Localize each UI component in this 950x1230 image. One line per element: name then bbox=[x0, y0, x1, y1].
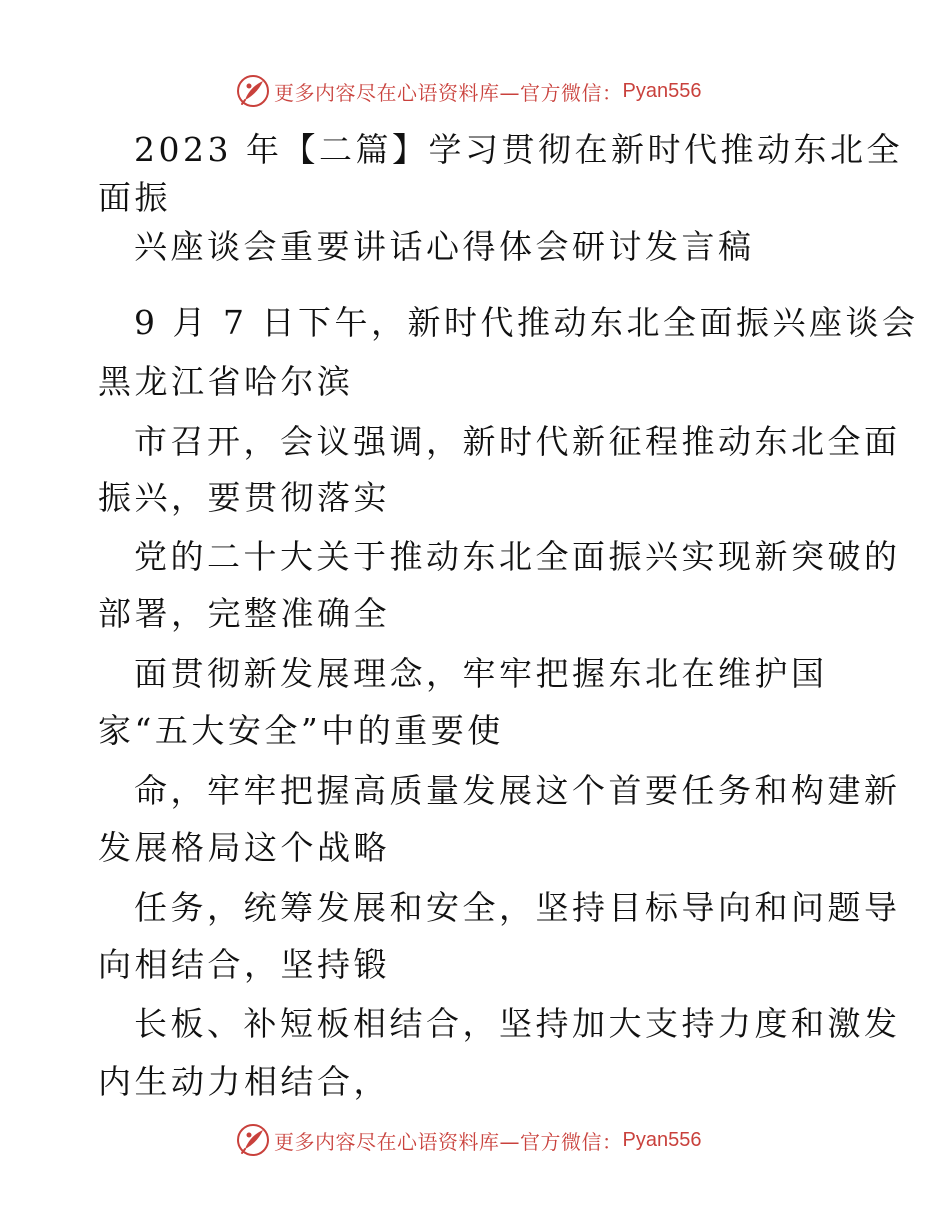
text-line: 党的二十大关于推动东北全面振兴实现新突破的 bbox=[134, 537, 901, 576]
watermark-text: 更多内容尽在心语资料库—官方微信： bbox=[274, 80, 623, 105]
text-line: 9 月 7 日下午，新时代推动东北全面振兴座谈会 bbox=[134, 303, 919, 342]
text-line: 面贯彻新发展理念，牢牢把握东北在维护国 bbox=[134, 654, 828, 693]
feather-pen-icon bbox=[236, 1123, 270, 1157]
watermark-wechat-id: Pyan556 bbox=[622, 79, 702, 102]
text-line: 部署，完整准确全 bbox=[98, 594, 390, 633]
text-line: 兴座谈会重要讲话心得体会研讨发言稿 bbox=[134, 227, 755, 266]
text-line: 市召开，会议强调，新时代新征程推动东北全面 bbox=[134, 422, 901, 461]
feather-pen-icon bbox=[236, 74, 270, 108]
text-line: 2023 年【二篇】学习贯彻在新时代推动东北全 bbox=[134, 130, 903, 169]
text-line: 振兴，要贯彻落实 bbox=[98, 478, 390, 517]
watermark-text: 更多内容尽在心语资料库—官方微信： bbox=[274, 1129, 623, 1154]
text-line: 向相结合，坚持锻 bbox=[98, 945, 390, 984]
watermark-wechat-id: Pyan556 bbox=[622, 1128, 702, 1151]
text-line: 发展格局这个战略 bbox=[98, 828, 390, 867]
footer-watermark bbox=[236, 1123, 701, 1157]
text-line: 面振 bbox=[98, 178, 171, 217]
text-line: 黑龙江省哈尔滨 bbox=[98, 362, 354, 401]
text-line: 任务，统筹发展和安全，坚持目标导向和问题导 bbox=[134, 888, 901, 927]
text-line: 家“五大安全”中的重要使 bbox=[98, 711, 504, 750]
header-watermark bbox=[236, 74, 701, 108]
text-line: 内生动力相结合， bbox=[98, 1062, 390, 1101]
text-line: 长板、补短板相结合，坚持加大支持力度和激发 bbox=[134, 1004, 901, 1043]
text-line: 命，牢牢把握高质量发展这个首要任务和构建新 bbox=[134, 771, 901, 810]
